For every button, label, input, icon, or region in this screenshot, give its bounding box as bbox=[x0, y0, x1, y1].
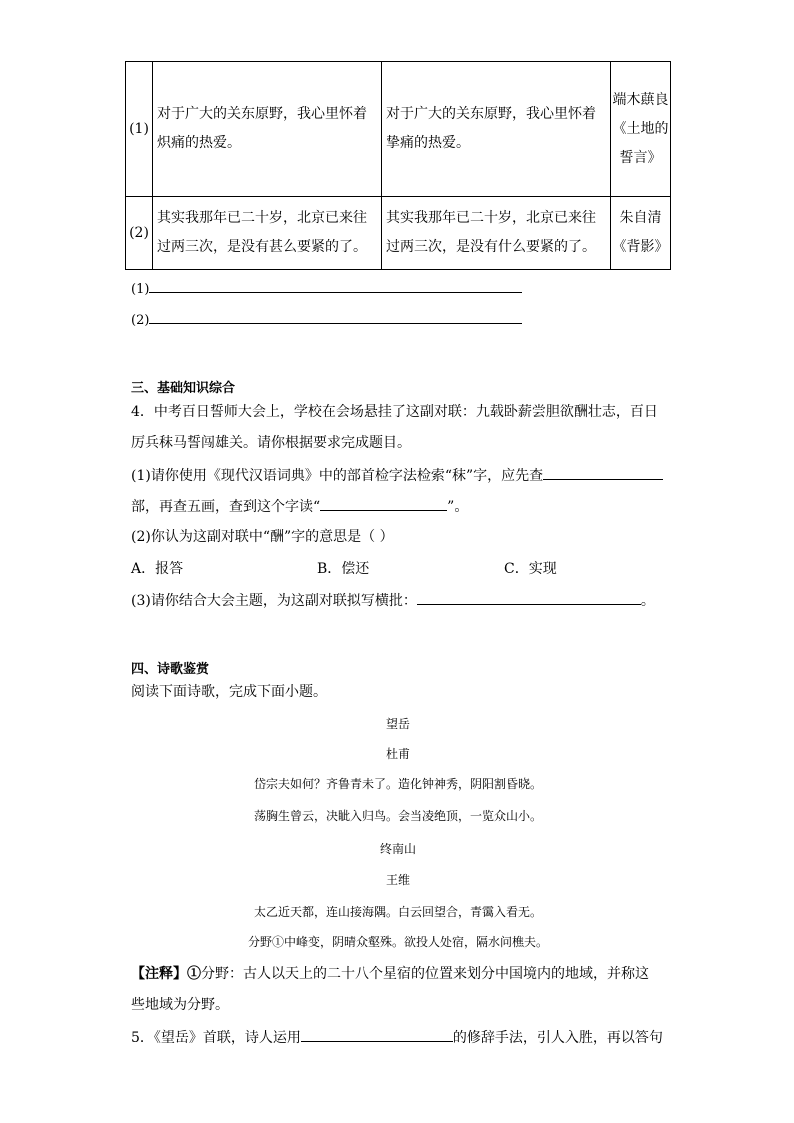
original-sentence: 对于广大的关东原野，我心里怀着炽痛的热爱。 bbox=[153, 62, 382, 197]
section-heading: 四、诗歌鉴赏 bbox=[131, 662, 210, 677]
source-cell: 端木蕻良《土地的誓言》 bbox=[611, 62, 671, 197]
question-text: 4．中考百日誓师大会上，学校在会场悬挂了这副对联：九载卧薪尝胆欲酬壮志，百日 bbox=[131, 404, 658, 420]
option-c[interactable]: C．实现 bbox=[504, 561, 557, 577]
source-cell: 朱自清《背影》 bbox=[611, 197, 671, 270]
original-sentence: 其实我那年已二十岁，北京已来往过两三次，是没有甚么要紧的了。 bbox=[153, 197, 382, 270]
fill-blank[interactable] bbox=[417, 590, 641, 605]
sub-question: 部，再查五画，查到这个字读“ bbox=[131, 499, 321, 515]
question-text bbox=[131, 496, 468, 517]
table-row bbox=[126, 197, 671, 270]
poem-line: 分野①中峰变，阴晴众壑殊。欲投人处宿，隔水问樵夫。 bbox=[247, 935, 548, 949]
answer-blank[interactable] bbox=[149, 280, 522, 293]
poem-line: 太乙近天都，连山接海隅。白云回望合，青霭入看无。 bbox=[253, 905, 542, 919]
poem-line: 岱宗夫如何？齐鲁青未了。造化钟神秀，阴阳割昏晓。 bbox=[253, 777, 542, 791]
revised-sentence: 对于广大的关东原野，我心里怀着挚痛的热爱。 bbox=[382, 62, 611, 197]
comparison-table bbox=[125, 61, 671, 270]
sub-question: (1)请你使用《现代汉语词典》中的部首检字法检索“秣”字，应先查 bbox=[131, 468, 544, 484]
section-heading: 三、基础知识综合 bbox=[131, 381, 236, 396]
note-body: 分野：古人以天上的二十八个星宿的位置来划分中国境内的地域，并称这 bbox=[201, 966, 649, 982]
poem-title: 终南山 bbox=[379, 842, 416, 856]
sub-question-end: 的修辞手法，引人入胜，再以答句 bbox=[452, 1030, 663, 1046]
option-a[interactable]: A．报答 bbox=[131, 561, 184, 577]
poem-title: 望岳 bbox=[385, 717, 410, 731]
note-label: 【注释】① bbox=[131, 966, 201, 982]
question-text: (2)你认为这副对联中“酬”字的意思是（ ） bbox=[131, 529, 394, 545]
sub-question: (3)请你结合大会主题，为这副对联拟写横批： bbox=[131, 593, 417, 609]
poem-line: 荡胸生曾云，决眦入归鸟。会当凌绝顶，一览众山小。 bbox=[253, 809, 542, 823]
question-text bbox=[131, 465, 663, 486]
question-text bbox=[131, 1027, 663, 1048]
answer-line-2[interactable] bbox=[131, 311, 522, 328]
option-b[interactable]: B．偿还 bbox=[317, 561, 370, 577]
fill-blank[interactable] bbox=[320, 496, 447, 511]
sub-question: 5．《望岳》首联，诗人运用 bbox=[131, 1030, 301, 1046]
fill-blank[interactable] bbox=[543, 465, 663, 480]
intro-text: 阅读下面诗歌，完成下面小题。 bbox=[131, 684, 327, 700]
revised-sentence: 其实我那年已二十岁，北京已来往过两三次，是没有什么要紧的了。 bbox=[382, 197, 611, 270]
answer-blank[interactable] bbox=[149, 311, 522, 324]
poem-author: 王维 bbox=[385, 873, 410, 887]
note-text bbox=[131, 964, 649, 984]
row-number: (2) bbox=[126, 197, 153, 270]
answer-label: (2) bbox=[131, 313, 150, 328]
row-number: (1) bbox=[126, 62, 153, 197]
question-text bbox=[131, 590, 655, 611]
sub-question-end: 。 bbox=[640, 593, 655, 609]
note-text: 些地域为分野。 bbox=[131, 997, 229, 1013]
answer-label: (1) bbox=[131, 282, 150, 297]
answer-line-1[interactable] bbox=[131, 280, 522, 297]
question-text: 厉兵秣马誓闯雄关。请你根据要求完成题目。 bbox=[131, 435, 411, 451]
table-row bbox=[126, 62, 671, 197]
fill-blank[interactable] bbox=[301, 1027, 453, 1042]
sub-question-end: ”。 bbox=[447, 499, 469, 515]
poem-author: 杜甫 bbox=[385, 747, 410, 761]
